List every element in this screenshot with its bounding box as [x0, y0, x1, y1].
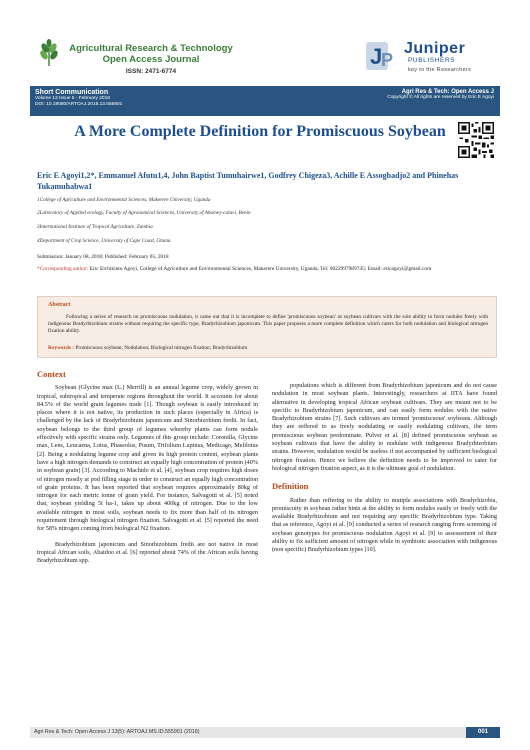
abstract-heading: Abstract [48, 302, 71, 308]
affiliation-4: 4Department of Crop Science, University of Cape Coast, Ghana [37, 238, 171, 244]
article-info-band [30, 86, 500, 116]
corresponding-author [37, 266, 497, 273]
article-type: Short Communication [35, 89, 109, 96]
publisher-sub: PUBLISHERS [408, 57, 456, 64]
copyright: Copyright © All rights are reserved by Eric E Agoyi [387, 95, 494, 100]
section-heading-definition: Definition [272, 481, 309, 492]
definition-paragraph: Rather than reffering to the ability to mutiple associations with Bradyrhizobia, promiscuity in soybean rather hints at the ability to form nodules easily or freely with the available Bradyrhizobium and not requiring any specific Bradyrhizobium type. Taking that as reference, Agoyi et al. [9] conducted a series of research ranging from screening of soybean genotypes for promiscuous nodulation Agoyi et al. [9] to assessement of their ability to fix sufficient amount of nitrogen while in symbiotic association with indigenous (non specific) Bradyrhizobium types [10]. [272, 496, 497, 554]
author-list: Eric E Agoyi1,2*, Emmanuel Afutu1,4, John Baptist Tumuhairwe1, Godfrey Chigeza3, Achille E Assogbadjo2 and Phinehas Tukamuhabwa1 [37, 171, 459, 191]
publisher-logo [364, 40, 504, 76]
footer-citation: Agri Res & Tech: Open Access J 13(5): ARTOAJ.MS.ID.555901 (2018) [34, 729, 200, 735]
journal-subtitle: Open Access Journal [102, 54, 200, 65]
submission-dates: Submission: January 08, 2018; Published: February 05, 2018 [37, 254, 169, 260]
keywords [48, 345, 488, 351]
volume-info: Volume 13 Issue 5 - February 2018 [35, 96, 110, 101]
affiliation-2: 2Laboratory of Applied ecology, Faculty of Agronomical Sciences, University of Abomey-calavi, Benin [37, 210, 251, 216]
qr-code-icon [458, 122, 494, 158]
affiliation-1: 1College of Agriculture and Environmental Sciences, Makerere University, Uganda [37, 197, 211, 203]
left-column [37, 370, 258, 566]
svg-text:J: J [370, 44, 383, 69]
section-heading-context: Context [37, 369, 66, 379]
doi[interactable]: DOI: 10.19080/ARTOAJ.2018.13.555901 [35, 102, 123, 108]
corresponding-text: Eric Etchikinto Agoyi, College of Agriculture and Environmental Sciences, Makerere University, Uganda, Tel: 0022997989745; Email: ericagoyi@gmail.com [88, 266, 432, 272]
page-number: 001 [466, 727, 500, 738]
corresponding-label: *Corresponding author: [37, 266, 89, 272]
journal-title-block [66, 43, 236, 75]
wheat-logo-icon [34, 38, 64, 68]
keywords-label: Keywords : [48, 345, 75, 351]
page-footer [30, 727, 500, 738]
journal-name: Agricultural Research & Technology [69, 43, 233, 54]
context-paragraph-1: Soybean (Glycine max (L.) Merrill) is an annual legume crop, widely grown in tropical, subtropical and temperate regions throughout the world. It accounts for about 84.5% of the world grain legumes trade [1]. Though soybean is easily introduced in places where it is not native, its production in such places (especially in Africa) is challenged by the lack of Bradyrhizobium japonicum and Sinorhizobium fredii. In fact, soybean belongs to the third group of legumes whereby plants can form nodule effectively with specific strains only. Legumes of this group include: Coronilla, Glycine max, Lens, Leucaena, Lotus, Phaseolus, Pisum, Trifolium Lupinus, Medicago, Melilotus [2]. Being a nodulating legume crop and given its high protein content, soybean plants have a high nitrogen demands to construct an equally high concentration of protein (40% in soybean grain) [3]. According to Machido et al. [4], soybean crop requires high doses of nitrogen mostly at pod filling stage in order to construct an equally high concentration of grain proteins. It has been reported that soybean requires approximately 80kg of nitrogen for each metric tonne of grain yield. For instance, Salvagotti et al. [5] noted that, soybean yielding 5t ha-1, takes up about 400kg of nitrogen. Due to the low available nitrogen in most soils, soybean needs to fix more than half of its nitrogen requirement through biological nitrogen fixation. Salvagotti et al. [5] reported the need for 58% nitrogen coming from biological N2 fixation. [37, 384, 258, 533]
article-title: A More Complete Definition for Promiscuous Soybean [74, 123, 446, 140]
context-paragraph-3: populations which is different from Bradyrhizobium japonicum and do not cause nodulation in most soybean plants. Interestingly, researchers at IITA have found alternative in developing tropical African soybean cultivars. They are meant not to be specific to Bradyrhizobium japonicum, and can easily form nodules with the native Bradyrhizobium strains [7]. Such cultivars are termed 'promiscuous' soybeans. Although they are reffered to as freely nodulating or easily nodulating cultivars, the term promiscuous soybean predominate. Pulver et al. [8] defined promiscuous soybean as soybean cultivars that have the ability to nodulate with indigenous Bradyrhizobium strains. However, nodulation would be useless if not accompanied by sufficient biological nitrogen fixation. Hence we believe the definition needs to be improved to cater for biological nitrogen fixation aspect, as it is the ultimate goal of nodulation. [272, 382, 497, 472]
affiliation-3: 3International Institute of Tropical Agriculture, Zambia [37, 224, 153, 230]
context-paragraph-2: Bradyrhizobium japonicum and Sinorhizobium fredii are not native in most tropical African soils, Abaidoo et al. [6] reported about 74% of the African soils having Bradyrhizobium spp. [37, 540, 258, 565]
keywords-text: Promiscuous soybean; Nodulation; Biological nitrogen fixation; Bradyrhizobium [74, 345, 248, 351]
publisher-name: Juniper [404, 40, 466, 57]
abstract-box [37, 296, 497, 358]
page-header [0, 0, 530, 80]
journal-abbreviation: Agri Res & Tech: Open Access J [401, 89, 494, 95]
right-column [272, 382, 497, 555]
publisher-tagline: key to the Researchers [408, 67, 472, 73]
svg-text:P: P [381, 50, 394, 70]
juniper-logo-icon [364, 40, 402, 74]
issn: ISSN: 2471-6774 [125, 68, 177, 75]
abstract-text: Following a series of research on promiscuous nodulation, it came out that it is incomplete to define 'promiscuous soybean' as soybean cultivars with the sole ability to form nodules freely with indigenous Bradyrhizobium strains without requiring the specific type, Bradyrhizobium japonicum. This paper proposes a more complete definition which caters for both nodulation and biological nitrogen fixation ability. [48, 314, 488, 334]
